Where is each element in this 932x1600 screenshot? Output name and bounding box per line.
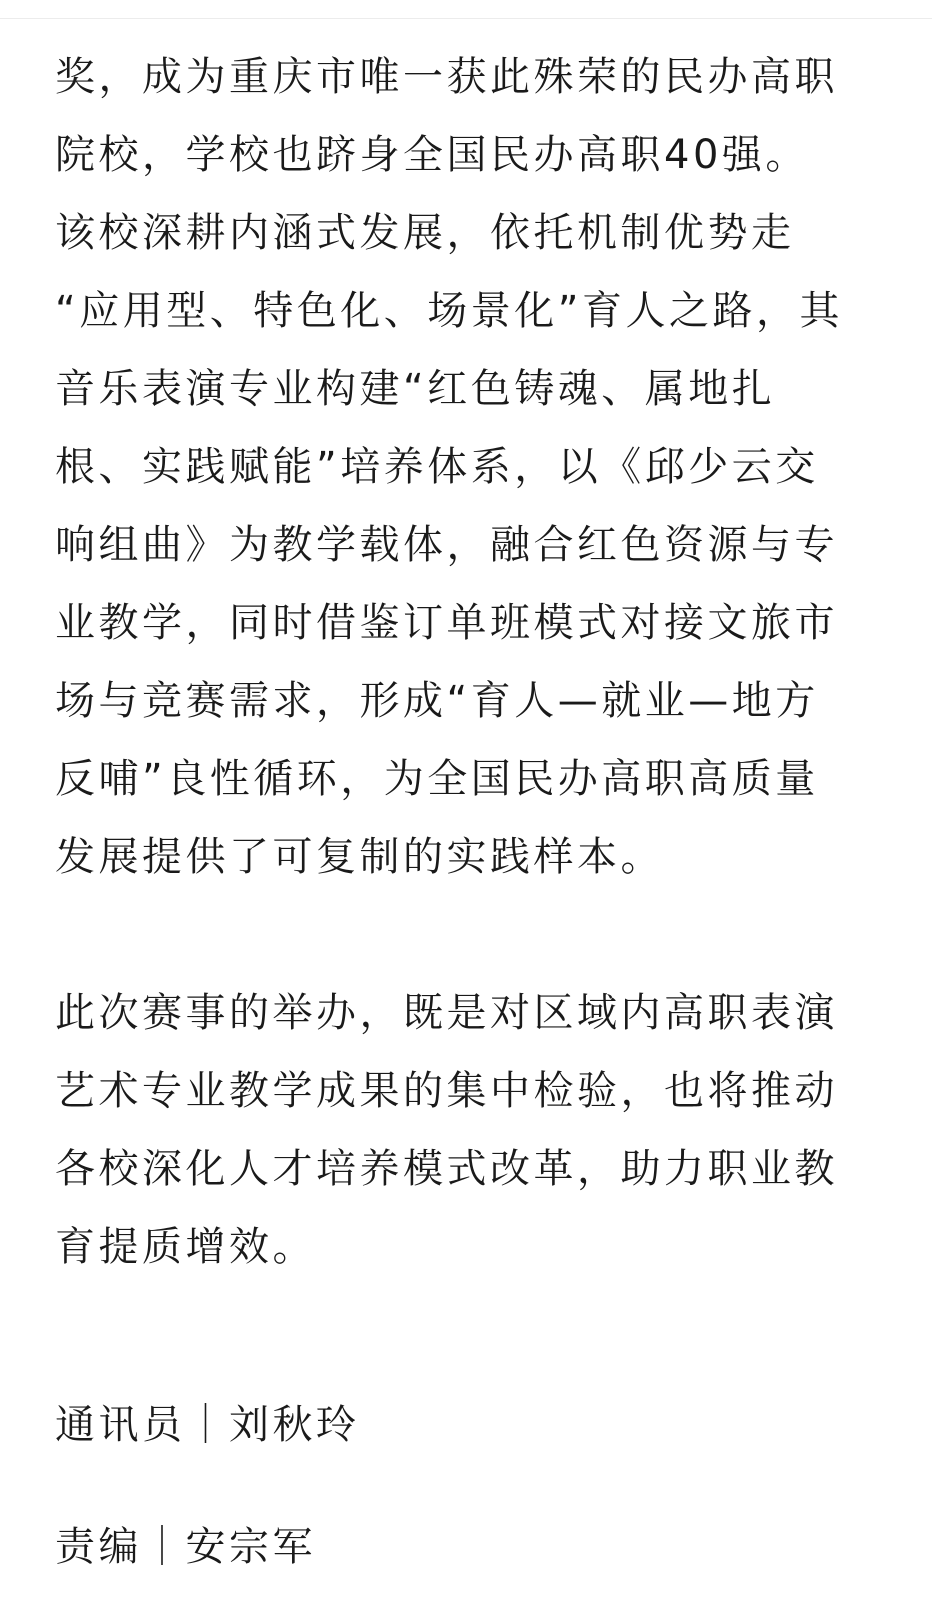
article-paragraph-2 bbox=[55, 974, 885, 1286]
paragraph-spacer bbox=[55, 896, 885, 974]
article-body bbox=[55, 38, 885, 1586]
paragraph-line: 各校深化人才培养模式改革，助力职业教 bbox=[55, 1146, 838, 1192]
credit-spacer bbox=[55, 1464, 885, 1508]
paragraph-line: 音乐表演专业构建“红色铸魂、属地扎 bbox=[55, 366, 776, 412]
paragraph-line: 场与竞赛需求，形成“育人—就业—地方 bbox=[55, 678, 819, 724]
paragraph-line: 根、实践赋能”培养体系，以《邱少云交 bbox=[55, 444, 819, 490]
paragraph-line: 发展提供了可复制的实践样本。 bbox=[55, 834, 664, 880]
paragraph-line: 响组曲》为教学载体，融合红色资源与专 bbox=[55, 522, 838, 568]
paragraph-line: 育提质增效。 bbox=[55, 1224, 316, 1270]
paragraph-line: 院校，学校也跻身全国民办高职40强。 bbox=[55, 132, 809, 178]
paragraph-line: 该校深耕内涵式发展，依托机制优势走 bbox=[55, 210, 795, 256]
article-paragraph-1 bbox=[55, 38, 885, 896]
paragraph-line: 此次赛事的举办，既是对区域内高职表演 bbox=[55, 990, 838, 1036]
paragraph-line: 反哺”良性循环，为全国民办高职高质量 bbox=[55, 756, 819, 802]
paragraph-line: 业教学，同时借鉴订单班模式对接文旅市 bbox=[55, 600, 838, 646]
paragraph-line: 艺术专业教学成果的集中检验，也将推动 bbox=[55, 1068, 838, 1114]
correspondent-credit: 通讯员｜刘秋玲 bbox=[55, 1402, 360, 1448]
paragraph-spacer bbox=[55, 1286, 885, 1386]
editor-credit: 责编｜安宗军 bbox=[55, 1524, 316, 1570]
paragraph-line: “应用型、特色化、场景化”育人之路，其 bbox=[55, 288, 843, 334]
top-divider bbox=[0, 18, 932, 19]
paragraph-line: 奖，成为重庆市唯一获此殊荣的民办高职 bbox=[55, 54, 838, 100]
